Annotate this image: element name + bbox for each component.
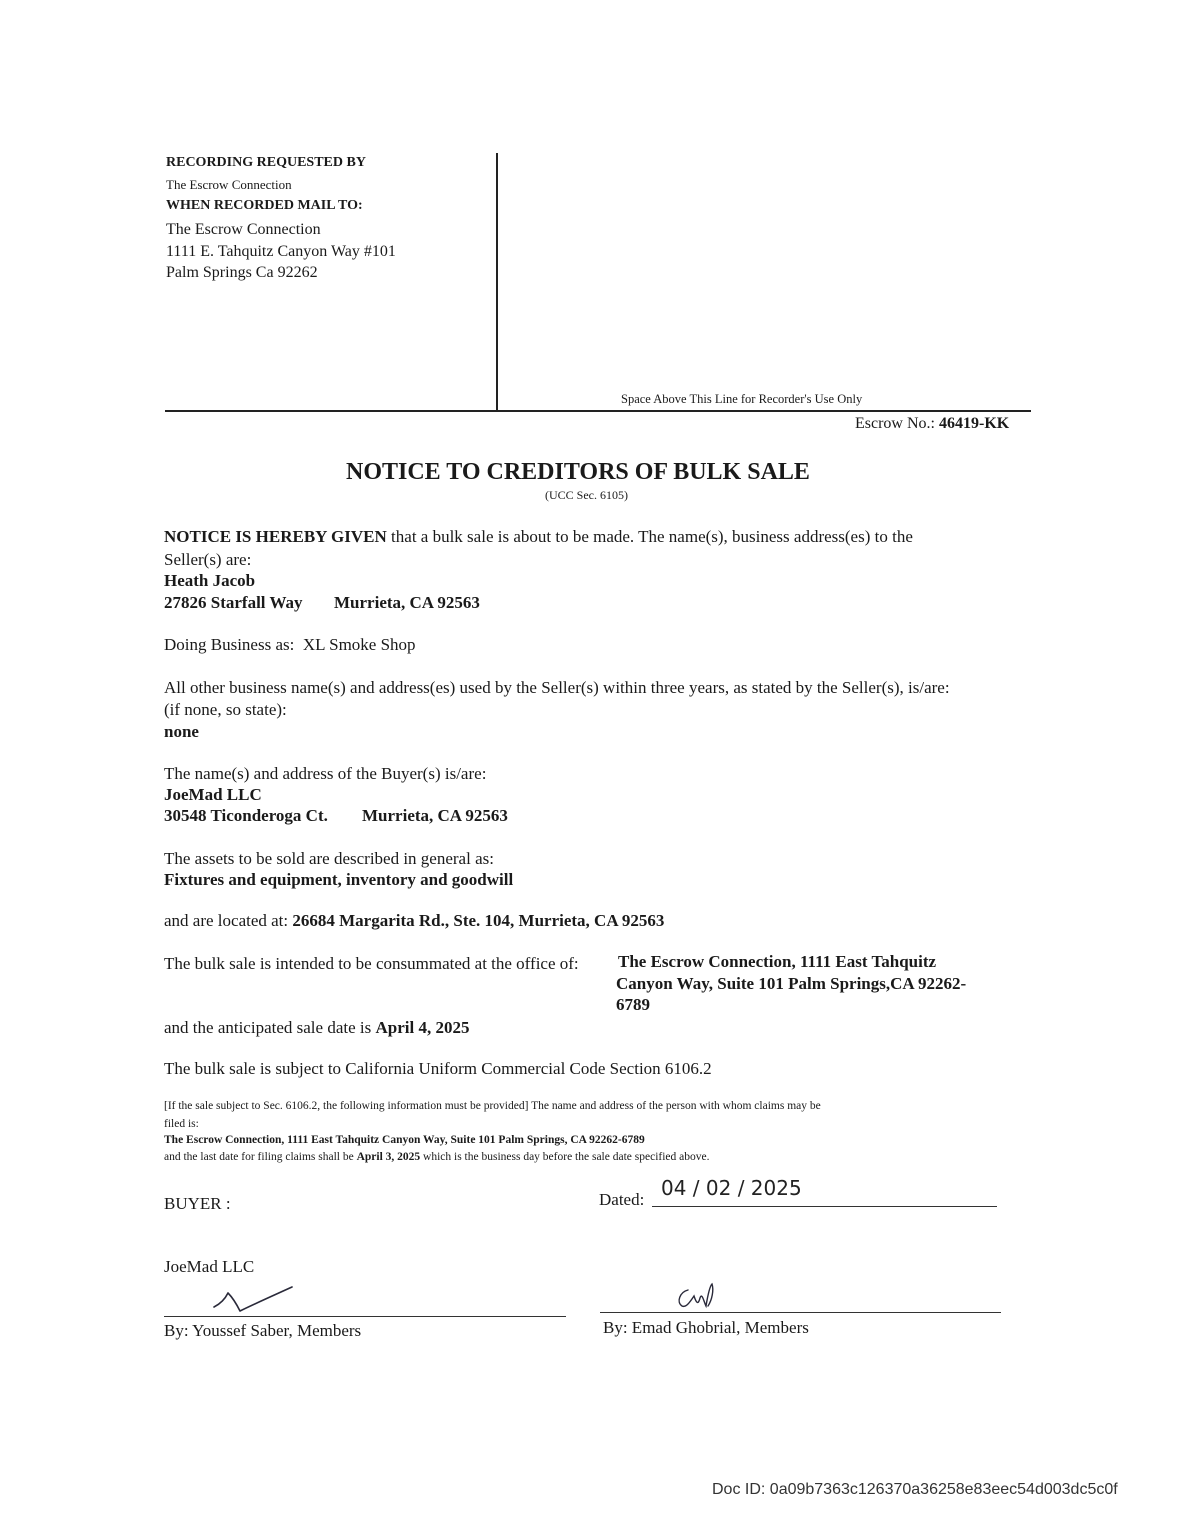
subject-to: The bulk sale is subject to California Uniform Commercial Code Section 6106.2 [164,1059,712,1078]
claims-line4-date: April 3, 2025 [356,1151,421,1163]
sale-date-label: and the anticipated sale date is [164,1018,372,1037]
buyer-intro: The name(s) and address of the Buyer(s) is/are: [164,764,487,783]
assets-intro: The assets to be sold are described in general as: [164,849,494,868]
notice-line2: Seller(s) are: [164,550,252,569]
notice-line1 [164,527,913,547]
document-subtitle: (UCC Sec. 6105) [545,488,628,502]
other-names-line1: All other business name(s) and address(es) used by the Seller(s) within three years, as stated by the Seller(s), is/are: [164,678,950,697]
escrow-number-row [855,415,1009,433]
located-value: 26684 Margarita Rd., Ste. 104, Murrieta, CA 92563 [292,911,665,930]
claims-line4-pre: and the last date for filing claims shall be [164,1151,354,1163]
when-recorded-label: WHEN RECORDED MAIL TO: [166,198,363,213]
mail-to-line3: Palm Springs Ca 92262 [166,264,318,281]
escrow-label: Escrow No.: [855,415,935,432]
claims-line1: [If the sale subject to Sec. 6106.2, the following information must be provided] The name and address of the person with whom claims may be [164,1100,821,1112]
mail-to-line2: 1111 E. Tahquitz Canyon Way #101 [166,243,396,260]
claims-line4-post: which is the business day before the sale date specified above. [420,1151,710,1163]
consummated-label: The bulk sale is intended to be consummated at the office of: [164,954,579,973]
dba-row [164,635,416,655]
sale-date-value: April 4, 2025 [375,1018,470,1037]
recorder-vertical-divider [496,153,498,411]
consummated-line1: The Escrow Connection, 1111 East Tahquitz [618,952,937,971]
notice-rest: that a bulk sale is about to be made. The name(s), business address(es) to the [386,527,913,546]
dated-value[interactable]: 04 / 02 / 2025 [661,1176,802,1200]
consummated-line3: 6789 [616,995,650,1014]
claims-line4 [164,1151,709,1163]
signature-line-2 [600,1312,1001,1313]
assets-value: Fixtures and equipment, inventory and goodwill [164,870,514,889]
claims-line2: filed is: [164,1118,199,1130]
signature-line-1 [164,1316,566,1317]
dated-label: Dated: [599,1190,645,1209]
dated-underline [652,1206,997,1207]
recorder-horizontal-divider [165,410,1031,412]
dba-label: Doing Business as: [164,635,295,654]
seller-address: 27826 Starfall Way [164,593,303,612]
recording-requested-value: The Escrow Connection [166,177,292,192]
consummated-line2: Canyon Way, Suite 101 Palm Springs,CA 92262- [616,974,967,993]
located-label: and are located at: [164,911,289,930]
signature-youssef-saber [212,1283,302,1320]
seller-name: Heath Jacob [164,571,256,590]
other-names-value: none [164,722,199,741]
located-row [164,911,664,931]
buyer-company: JoeMad LLC [164,1257,255,1276]
other-names-line2: (if none, so state): [164,700,287,719]
seller-city: Murrieta, CA 92563 [334,593,480,612]
escrow-number: 46419-KK [938,415,1010,432]
dba-value: XL Smoke Shop [302,635,416,654]
buyer-label: BUYER : [164,1194,231,1213]
doc-id: Doc ID: 0a09b7363c126370a36258e83eec54d003dc5c0f [712,1481,1118,1498]
buyer-name: JoeMad LLC [164,785,262,804]
signer2-label: By: Emad Ghobrial, Members [603,1318,809,1337]
buyer-address: 30548 Ticonderoga Ct. [164,806,328,825]
document-title: NOTICE TO CREDITORS OF BULK SALE [346,459,810,485]
mail-to-line1: The Escrow Connection [166,221,321,238]
sale-date-row [164,1018,469,1038]
claims-line3: The Escrow Connection, 1111 East Tahquitz Canyon Way, Suite 101 Palm Springs, CA 92262-6789 [164,1134,645,1146]
buyer-city: Murrieta, CA 92563 [362,806,508,825]
recording-requested-label: RECORDING REQUESTED BY [166,155,366,170]
signature-emad-ghobrial [670,1280,730,1319]
recorder-note: Space Above This Line for Recorder's Use Only [621,392,863,406]
notice-bold: NOTICE IS HEREBY GIVEN [164,527,387,546]
signer1-label: By: Youssef Saber, Members [164,1321,362,1340]
